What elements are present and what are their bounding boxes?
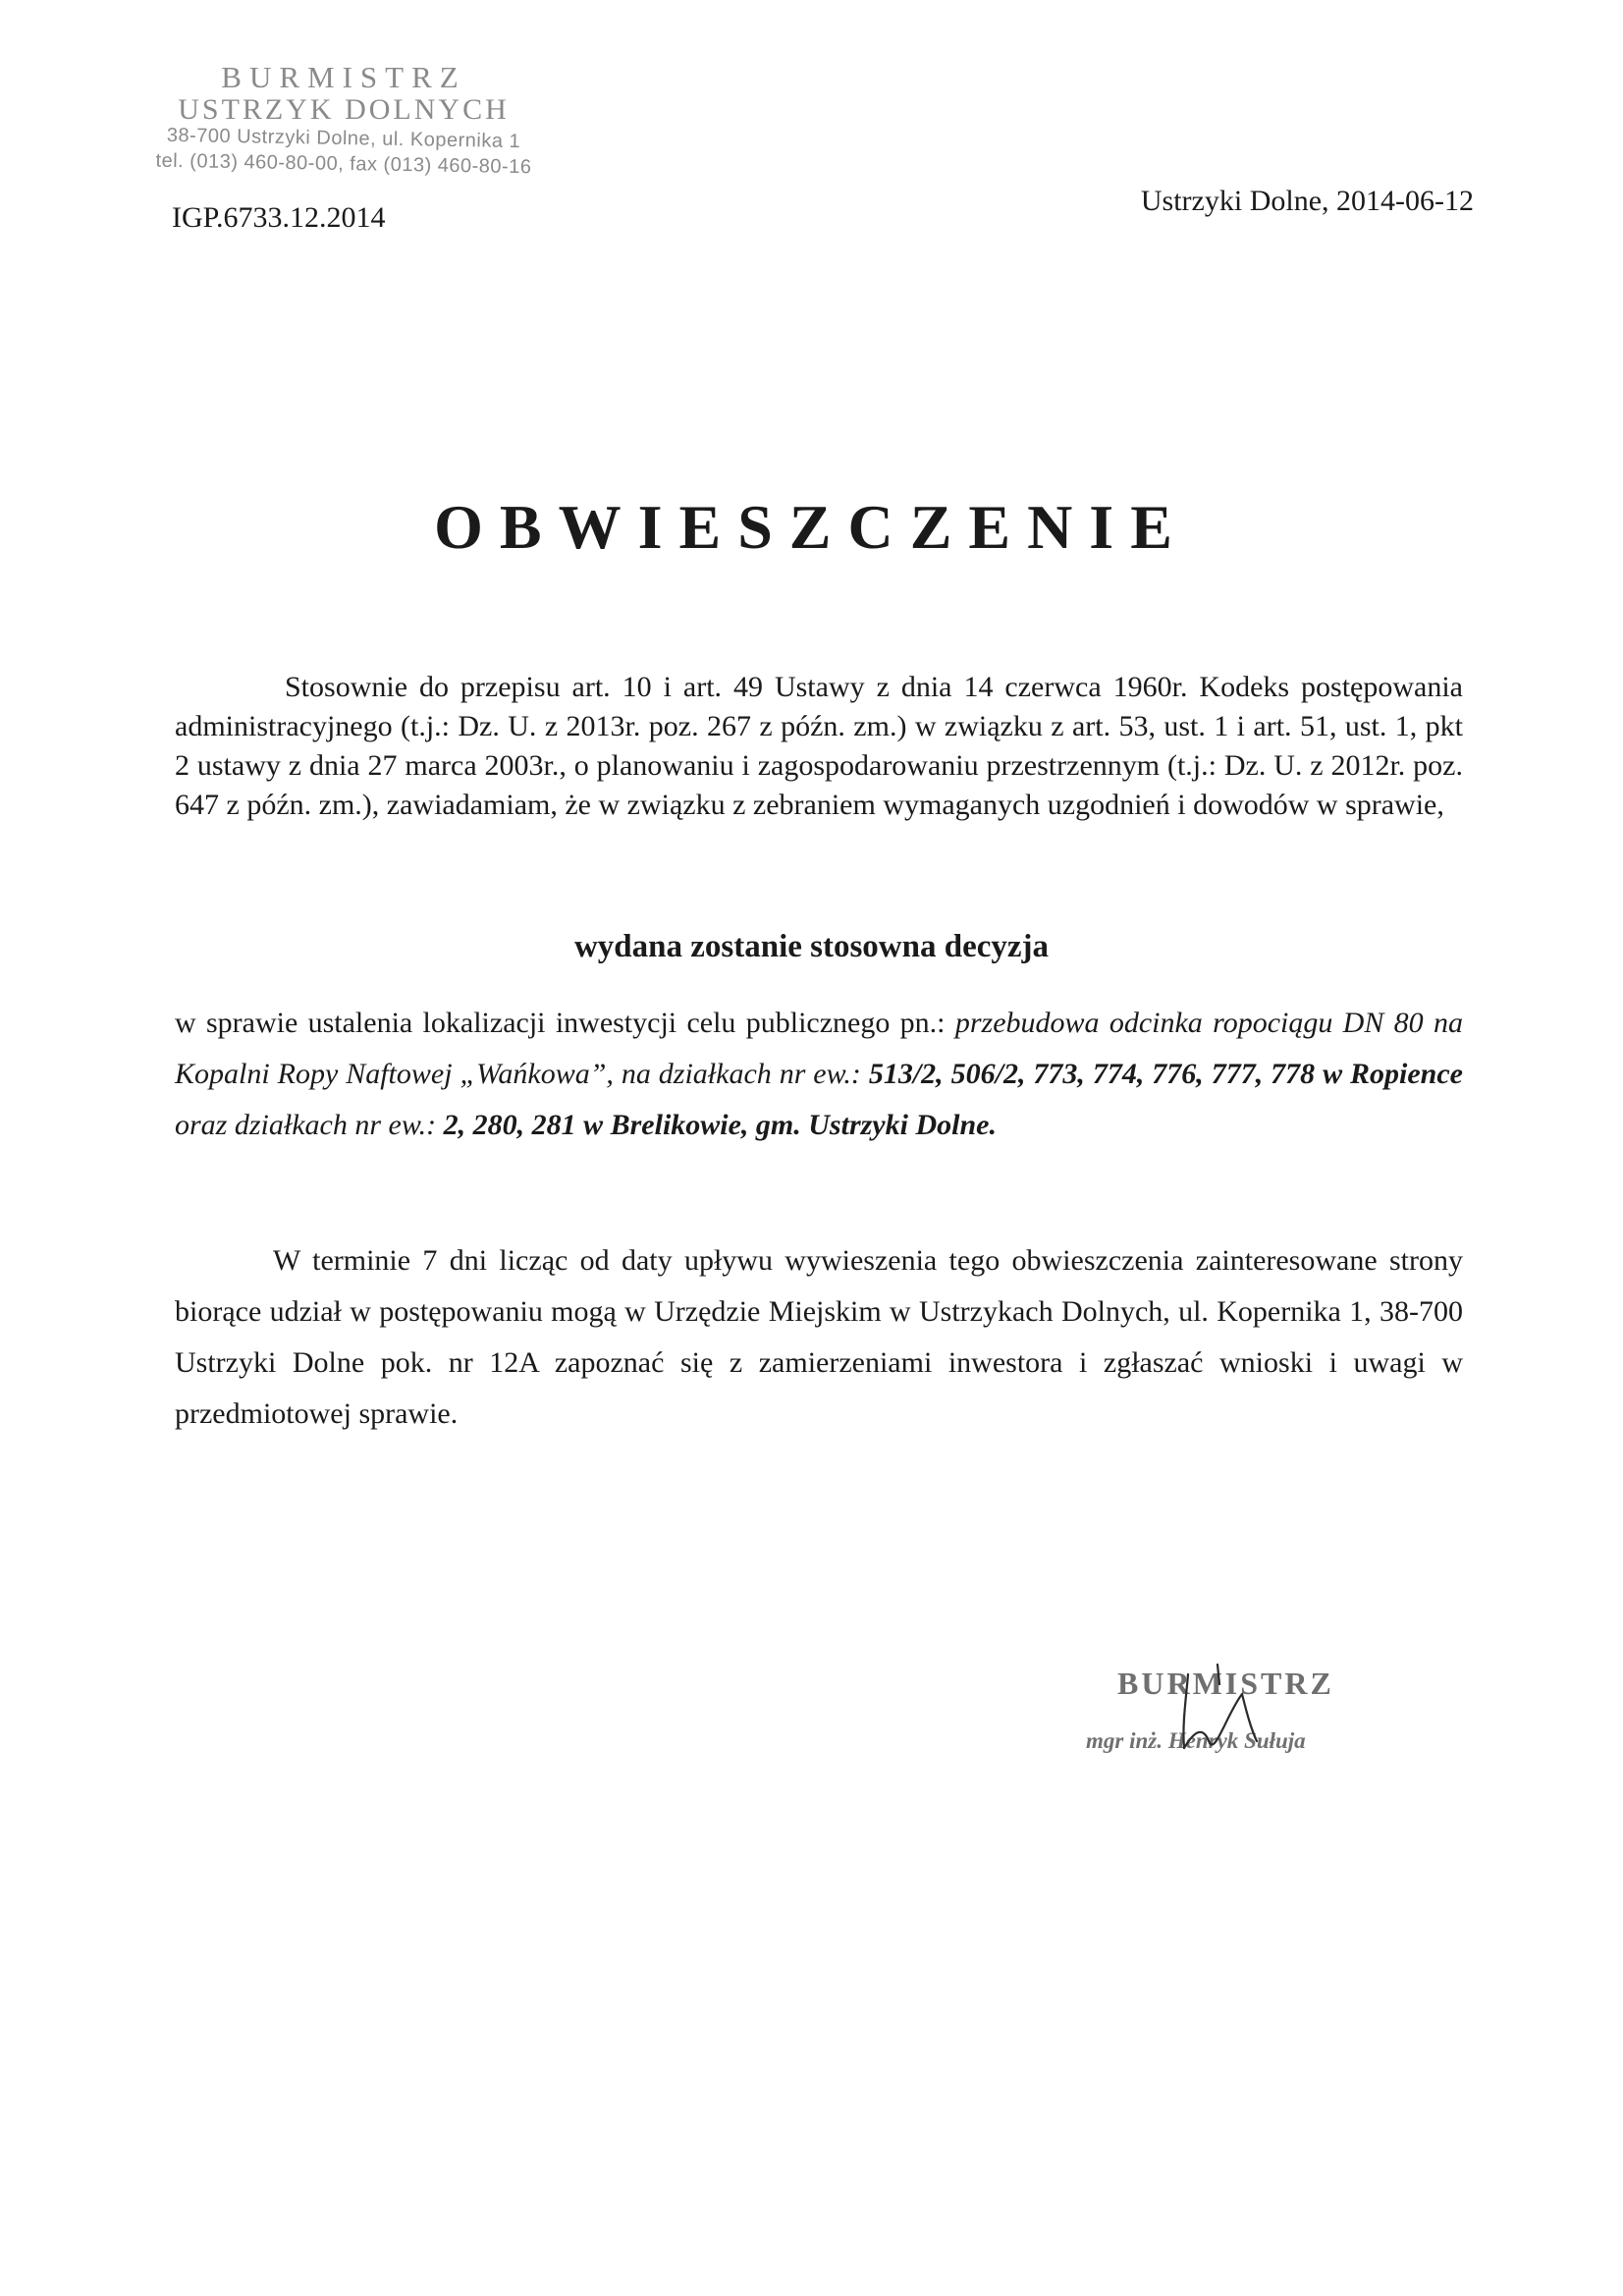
handwritten-signature-icon (1149, 1655, 1286, 1773)
investment-mid: oraz działkach nr ew.: (175, 1109, 444, 1141)
place-and-date: Ustrzyki Dolne, 2014-06-12 (1140, 185, 1474, 217)
signature-name: mgr inż. Henryk Sułuja (1086, 1728, 1306, 1753)
paragraph-legal-basis: Stosownie do przepisu art. 10 i art. 49 Ustawy z dnia 14 czerwca 1960r. Kodeks postępowania administracyjnego (t.j.: Dz. U. z 2013r. poz. 267 z późn. zm.) w związku z art. 53, ust. 1 i art. 51, ust. 1, pkt 2 ustawy z dnia 27 marca 2003r., o planowaniu i zagospodarowaniu przestrzennym (t.j.: Dz. U. z 2012r. poz. 647 z późn. zm.), zawiadamiam, że w związku z zebraniem wymaganych uzgodnień i dowodów w sprawie, (175, 671, 1463, 821)
signature-stamp (1060, 1660, 1453, 1797)
parcels-brelikow: 2, 280, 281 w Brelikowie, gm. Ustrzyki Dolne. (443, 1109, 997, 1141)
office-header-stamp (137, 61, 550, 177)
investment-intro: w sprawie ustalenia lokalizacji inwestycji celu publicznego pn.: (175, 1007, 955, 1039)
stamp-line-town: USTRZYK DOLNYCH (178, 93, 510, 126)
stamp-line-address: 38-700 Ustrzyki Dolne, ul. Kopernika 1 (166, 124, 521, 153)
investment-project: przebudowa odcinka ropociągu DN 80 na Kopalni Ropy Naftowej „Wańkowa”, na działkach nr ew.: (175, 1007, 1463, 1090)
document-title: OBWIESZCZENIE (434, 492, 1189, 562)
signature-office: BURMISTRZ (1117, 1666, 1334, 1701)
parcels-ropienka: 513/2, 506/2, 773, 774, 776, 777, 778 w Ropience (868, 1058, 1463, 1090)
decision-heading: wydana zostanie stosowna decyzja (573, 929, 1050, 964)
reference-number: IGP.6733.12.2014 (172, 201, 386, 234)
stamp-line-office: BURMISTRZ (221, 60, 466, 94)
stamp-line-phone: tel. (013) 460-80-00, fax (013) 460-80-16 (155, 149, 532, 179)
paragraph-investment (175, 998, 1463, 1151)
paragraph-deadline: W terminie 7 dni licząc od daty upływu wywieszenia tego obwieszczenia zainteresowane strony biorące udział w postępowaniu mogą w Urzędzie Miejskim w Ustrzykach Dolnych, ul. Kopernika 1, 38-700 Ustrzyki Dolne pok. nr 12A zapoznać się z zamierzeniami inwestora i zgłaszać wnioski i uwagi w przedmiotowej sprawie. (175, 1244, 1463, 1430)
